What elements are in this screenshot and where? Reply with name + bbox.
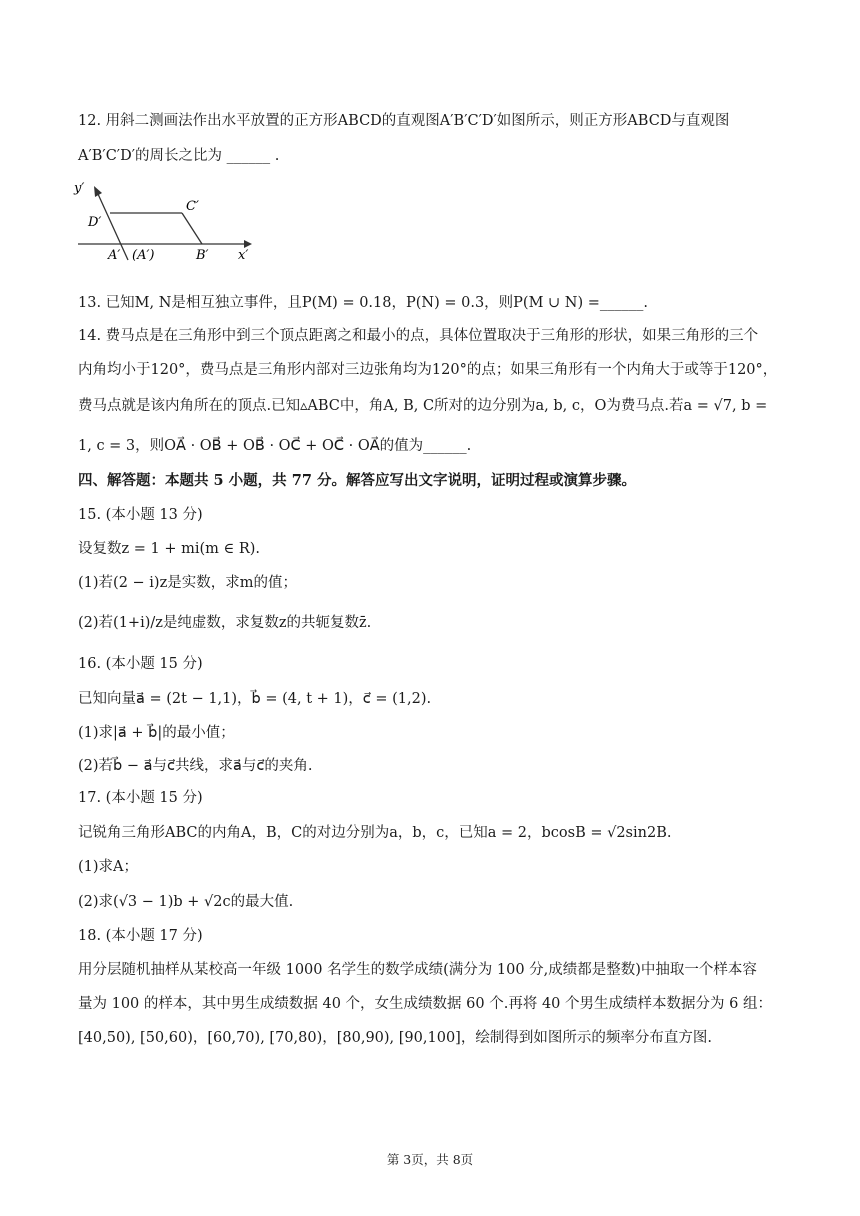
q18-line-2: 量为 100 的样本，其中男生成绩数据 40 个，女生成绩数据 60 个.再将 40 个男生成绩样本数据分为 6 组： <box>78 996 772 1012</box>
figure-x-axis-label: x′ <box>238 248 249 263</box>
figure-o-label: (A′) <box>132 248 155 263</box>
q16-stem: 已知向量a⃗ = (2t − 1,1)，b⃗ = (4, t + 1)，c⃗ = (1,2). <box>78 691 432 707</box>
q18-line-3: [40,50), [50,60)，[60,70), [70,80)，[80,90), [90,100]，绘制得到如图所示的频率分布直方图. <box>78 1030 712 1046</box>
oblique-drawing-figure <box>72 180 262 264</box>
q15-part-1: (1)若(2 − i)z是实数，求m的值； <box>78 575 297 591</box>
figure-c-label: C′ <box>186 199 199 214</box>
q15-stem: 设复数z = 1 + mi(m ∈ R). <box>78 541 261 557</box>
figure-a-label: A′ <box>108 248 121 263</box>
figure-y-axis-label: y′ <box>74 181 85 196</box>
q14-line-2: 内角均小于120°，费马点是三角形内部对三边张角均为120°的点；如果三角形有一个内角大于或等于120°， <box>78 362 778 378</box>
section-4-heading: 四、解答题：本题共 5 小题，共 77 分。解答应写出文字说明，证明过程或演算步骤。 <box>78 472 636 489</box>
q17-part-1: (1)求A； <box>78 859 139 875</box>
q16-part-2: (2)若b⃗ − a⃗与c⃗共线，求a⃗与c⃗的夹角. <box>78 758 313 774</box>
q14-line-1: 14. 费马点是在三角形中到三个顶点距离之和最小的点，具体位置取决于三角形的形状，如果三角形的三个 <box>78 328 759 344</box>
figure-b-label: B′ <box>196 248 209 263</box>
q17-stem: 记锐角三角形ABC的内角A，B，C的对边分别为a，b，c，已知a = 2，bcosB = √2sin2B. <box>78 825 672 841</box>
q15-heading: 15. (本小题 13 分) <box>78 507 203 523</box>
q12-line-1: 12. 用斜二测画法作出水平放置的正方形ABCD的直观图A′B′C′D′如图所示，则正方形ABCD与直观图 <box>78 113 730 129</box>
q16-heading: 16. (本小题 15 分) <box>78 656 203 672</box>
q16-part-1: (1)求|a⃗ + b⃗|的最小值； <box>78 725 235 741</box>
q17-part-2: (2)求(√3 − 1)b + √2c的最大值. <box>78 894 294 910</box>
q18-line-1: 用分层随机抽样从某校高一年级 1000 名学生的数学成绩(满分为 100 分,成绩都是整数)中抽取一个样本容 <box>78 962 757 978</box>
figure-d-label: D′ <box>88 215 102 230</box>
q15-part-2: (2)若(1+i)/z是纯虚数，求复数z的共轭复数z̄. <box>78 615 372 631</box>
q17-heading: 17. (本小题 15 分) <box>78 790 203 806</box>
q12-line-2: A′B′C′D′的周长之比为 ______ . <box>78 148 280 164</box>
q13-line: 13. 已知M, N是相互独立事件，且P(M) = 0.18，P(N) = 0.3，则P(M ∪ N) =______. <box>78 295 649 311</box>
q14-line-4: 1, c = 3，则OA⃗ · OB⃗ + OB⃗ · OC⃗ + OC⃗ · OA⃗的值为______. <box>78 438 472 454</box>
page-footer: 第 3页，共 8页 <box>386 1152 474 1167</box>
q18-heading: 18. (本小题 17 分) <box>78 928 203 944</box>
q14-line-3: 费马点就是该内角所在的顶点.已知▵ABC中，角A, B, C所对的边分别为a, b, c，O为费马点.若a = √7, b = <box>78 398 768 414</box>
